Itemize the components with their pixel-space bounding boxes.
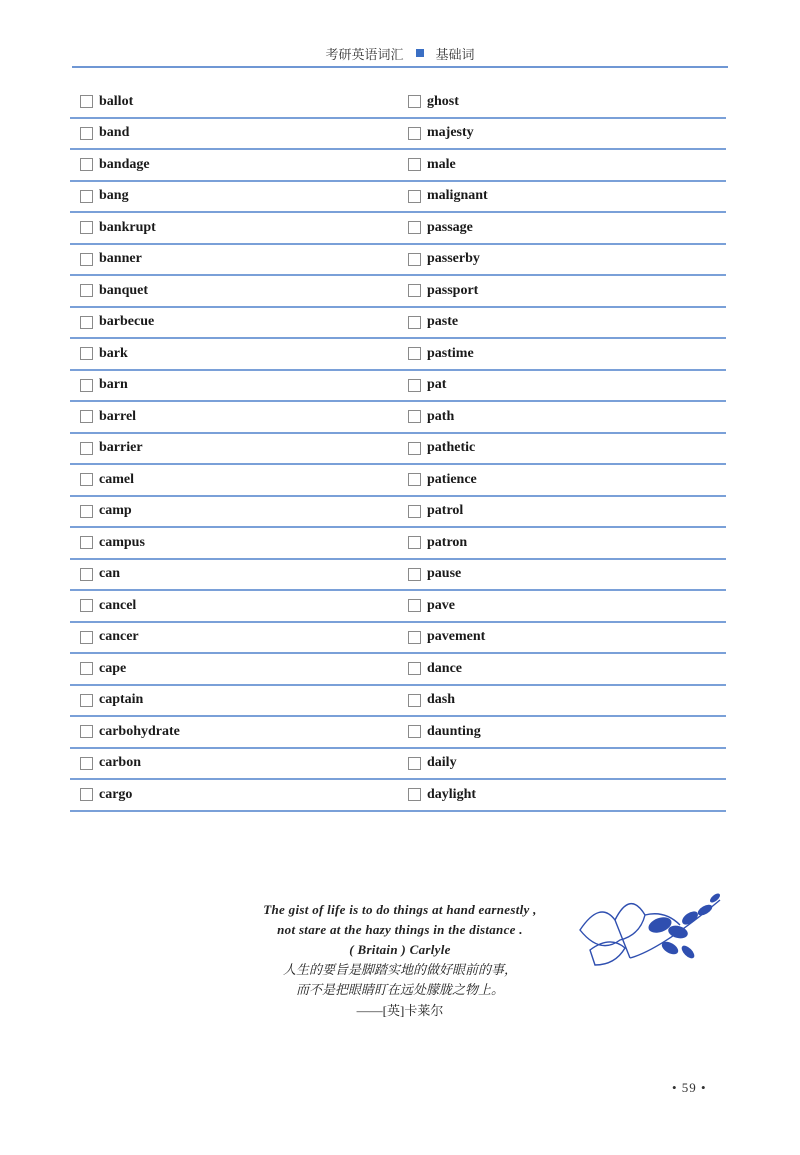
checkbox-icon[interactable]	[408, 316, 421, 329]
checkbox-icon[interactable]	[80, 788, 93, 801]
word-row	[400, 780, 726, 812]
word-row	[70, 623, 408, 655]
header-divider	[72, 66, 728, 68]
word-row	[400, 497, 726, 529]
checkbox-icon[interactable]	[408, 694, 421, 707]
vocab-word: barn	[99, 377, 128, 393]
vocab-word: pavement	[427, 629, 486, 645]
checkbox-icon[interactable]	[408, 662, 421, 675]
vocab-word: passport	[427, 282, 479, 298]
word-row	[400, 686, 726, 718]
vocab-word: passerby	[427, 251, 480, 267]
vocab-word: bankrupt	[99, 219, 156, 235]
vocab-word: path	[427, 408, 455, 424]
vocab-word: passage	[427, 219, 473, 235]
word-row	[70, 465, 408, 497]
vocab-word: bark	[99, 345, 128, 361]
word-row	[70, 213, 408, 245]
quote-cn-author: ——[英]卡莱尔	[356, 1003, 444, 1018]
quote-en-line1: The gist of life is to do things at hand earnestly ,	[263, 902, 537, 917]
word-row	[400, 654, 726, 686]
vocab-word: barrel	[99, 408, 137, 424]
word-row	[400, 119, 726, 151]
checkbox-icon[interactable]	[80, 473, 93, 486]
vocab-word: carbohydrate	[99, 723, 180, 739]
vocab-word: paste	[427, 314, 459, 330]
quote-cn-line2: 而不是把眼睛盯在远处朦胧之物上。	[295, 982, 504, 997]
word-row	[400, 276, 726, 308]
checkbox-icon[interactable]	[408, 442, 421, 455]
page-header	[0, 42, 800, 64]
checkbox-icon[interactable]	[80, 725, 93, 738]
word-row	[400, 182, 726, 214]
vocab-word: daily	[427, 755, 457, 771]
checkbox-icon[interactable]	[80, 442, 93, 455]
vocab-word: ghost	[427, 93, 459, 109]
checkbox-icon[interactable]	[408, 473, 421, 486]
vocab-word: patron	[427, 534, 468, 550]
checkbox-icon[interactable]	[408, 631, 421, 644]
checkbox-icon[interactable]	[80, 127, 93, 140]
vocab-word: campus	[99, 534, 145, 550]
word-row	[400, 717, 726, 749]
word-row	[400, 402, 726, 434]
word-row	[70, 749, 408, 781]
word-row	[70, 497, 408, 529]
checkbox-icon[interactable]	[80, 95, 93, 108]
checkbox-icon[interactable]	[408, 599, 421, 612]
checkbox-icon[interactable]	[408, 158, 421, 171]
word-row	[70, 560, 408, 592]
checkbox-icon[interactable]	[80, 221, 93, 234]
vocab-word: pave	[427, 597, 455, 613]
checkbox-icon[interactable]	[408, 221, 421, 234]
vocab-word: patrol	[427, 503, 464, 519]
word-row	[400, 339, 726, 371]
checkbox-icon[interactable]	[408, 379, 421, 392]
word-row	[70, 686, 408, 718]
vocab-word: carbon	[99, 755, 141, 771]
checkbox-icon[interactable]	[408, 127, 421, 140]
vocab-word: bang	[99, 188, 129, 204]
quote-cn-line1: 人生的要旨是脚踏实地的做好眼前的事，	[282, 962, 517, 977]
checkbox-icon[interactable]	[408, 95, 421, 108]
checkbox-icon[interactable]	[408, 410, 421, 423]
vocab-word: cancel	[99, 597, 137, 613]
checkbox-icon[interactable]	[80, 599, 93, 612]
word-row	[400, 434, 726, 466]
checkbox-icon[interactable]	[80, 536, 93, 549]
vocab-word: cargo	[99, 786, 133, 802]
vocab-word: band	[99, 125, 130, 141]
word-row	[70, 308, 408, 340]
checkbox-icon[interactable]	[80, 631, 93, 644]
page-number: • 59 •	[672, 1080, 707, 1095]
word-row	[70, 87, 408, 119]
vocab-word: pathetic	[427, 440, 476, 456]
vocab-word: cape	[99, 660, 127, 676]
checkbox-icon[interactable]	[80, 284, 93, 297]
vocab-word: bandage	[99, 156, 150, 172]
word-row	[400, 623, 726, 655]
vocab-word: banner	[99, 251, 142, 267]
checkbox-icon[interactable]	[408, 568, 421, 581]
word-row	[400, 213, 726, 245]
vocab-word: dance	[427, 660, 462, 676]
checkbox-icon[interactable]	[80, 158, 93, 171]
checkbox-icon[interactable]	[408, 253, 421, 266]
word-row	[400, 560, 726, 592]
quote-en-line2: not stare at the hazy things in the distance .	[277, 922, 523, 937]
vocab-word: camel	[99, 471, 134, 487]
word-row	[400, 308, 726, 340]
checkbox-icon[interactable]	[80, 694, 93, 707]
word-row	[70, 276, 408, 308]
word-row	[70, 339, 408, 371]
vocab-word: ballot	[99, 93, 134, 109]
checkbox-icon[interactable]	[80, 379, 93, 392]
checkbox-icon[interactable]	[80, 190, 93, 203]
word-row	[70, 371, 408, 403]
right-word-column	[400, 87, 726, 812]
vocab-word: patience	[427, 471, 477, 487]
book-title: 考研英语词汇	[325, 46, 404, 62]
word-row	[400, 591, 726, 623]
checkbox-icon[interactable]	[80, 347, 93, 360]
word-row	[400, 245, 726, 277]
left-word-column	[70, 87, 408, 812]
vocab-word: barbecue	[99, 314, 155, 330]
checkbox-icon[interactable]	[80, 568, 93, 581]
checkbox-icon[interactable]	[408, 788, 421, 801]
square-bullet-icon	[416, 49, 424, 57]
word-row	[400, 465, 726, 497]
checkbox-icon[interactable]	[408, 757, 421, 770]
word-row	[70, 119, 408, 151]
word-row	[70, 780, 408, 812]
vocab-word: banquet	[99, 282, 149, 298]
checkbox-icon[interactable]	[80, 410, 93, 423]
quote-en-author: ( Britain ) Carlyle	[349, 942, 451, 957]
word-row	[70, 654, 408, 686]
vocab-word: dash	[427, 692, 456, 708]
vocab-word: barrier	[99, 440, 143, 456]
vocab-word: majesty	[427, 125, 474, 141]
vocab-word: daylight	[427, 786, 477, 802]
quote-block	[220, 900, 580, 1022]
checkbox-icon[interactable]	[80, 662, 93, 675]
vocab-word: male	[427, 156, 456, 172]
word-row	[70, 182, 408, 214]
vocab-word: captain	[99, 692, 144, 708]
checkbox-icon[interactable]	[408, 190, 421, 203]
checkbox-icon[interactable]	[80, 316, 93, 329]
vocab-word: malignant	[427, 188, 488, 204]
vocab-word: can	[99, 566, 120, 582]
flower-illustration-icon	[570, 880, 730, 975]
word-row	[70, 434, 408, 466]
word-row	[70, 150, 408, 182]
word-row	[400, 150, 726, 182]
vocab-word: camp	[99, 503, 132, 519]
word-row	[400, 371, 726, 403]
word-row	[70, 591, 408, 623]
checkbox-icon[interactable]	[408, 725, 421, 738]
word-row	[70, 717, 408, 749]
section-title: 基础词	[435, 46, 475, 62]
word-row	[400, 749, 726, 781]
checkbox-icon[interactable]	[408, 347, 421, 360]
checkbox-icon[interactable]	[80, 505, 93, 518]
word-row	[400, 528, 726, 560]
word-row	[70, 402, 408, 434]
checkbox-icon[interactable]	[80, 757, 93, 770]
checkbox-icon[interactable]	[408, 284, 421, 297]
checkbox-icon[interactable]	[408, 536, 421, 549]
checkbox-icon[interactable]	[408, 505, 421, 518]
word-row	[70, 245, 408, 277]
vocab-word: pastime	[427, 345, 474, 361]
word-row	[70, 528, 408, 560]
vocab-word: cancer	[99, 629, 139, 645]
vocab-word: pause	[427, 566, 462, 582]
vocab-word: pat	[427, 377, 447, 393]
checkbox-icon[interactable]	[80, 253, 93, 266]
word-row	[400, 87, 726, 119]
vocab-word: daunting	[427, 723, 481, 739]
